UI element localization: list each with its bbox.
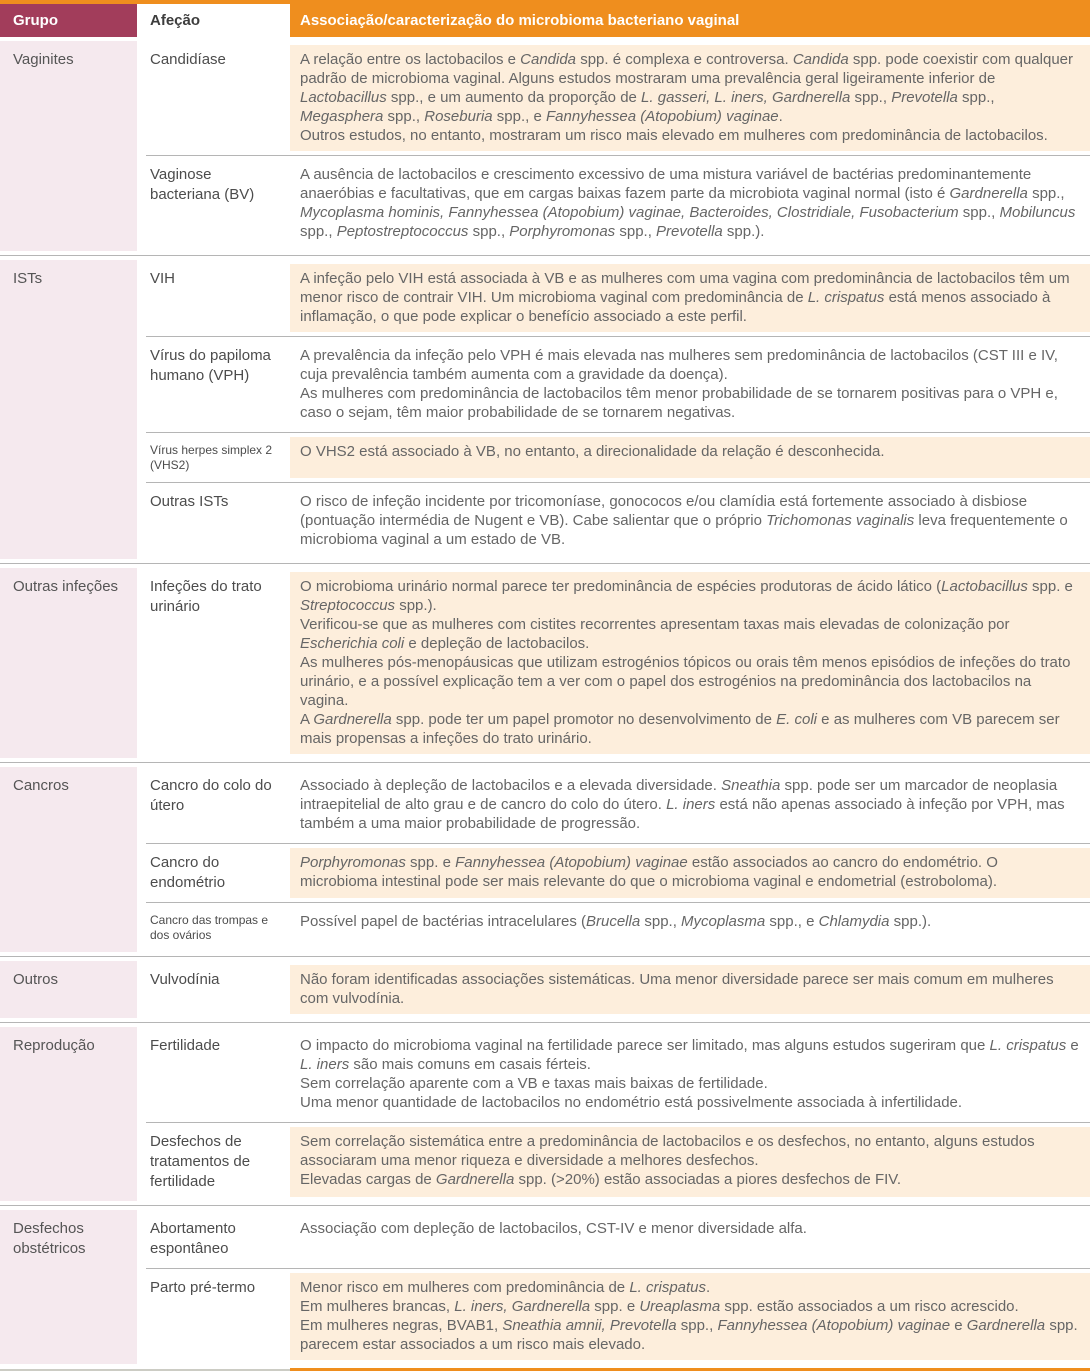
column-gap bbox=[281, 41, 290, 155]
table-body bbox=[0, 37, 1090, 1368]
table-row bbox=[146, 767, 1090, 843]
condition-cell: Outras ISTs bbox=[150, 493, 229, 510]
group-block bbox=[0, 255, 1090, 563]
column-gap bbox=[281, 433, 290, 482]
table-row bbox=[146, 336, 1090, 432]
group-block bbox=[0, 1205, 1090, 1368]
column-header-associacao: Associação/caracterização do microbioma bacteriano vaginal bbox=[290, 4, 1090, 37]
description-cell: A infeção pelo VIH está associada à VB e as mulheres com uma vagina com predominância de lactobacilos têm um menor risco de contrair VIH. Um microbioma vaginal com predominância de L. crispatus está menos associado à inflamação, o que pode explicar o benefício associado a este perfil. bbox=[290, 264, 1090, 332]
group-rows bbox=[146, 41, 1090, 251]
column-gap bbox=[281, 1027, 290, 1122]
condition-cell: Vulvodínia bbox=[150, 971, 220, 988]
group-rows bbox=[146, 1210, 1090, 1364]
table-row bbox=[146, 902, 1090, 952]
group-label: ISTs bbox=[0, 260, 137, 559]
header-gap bbox=[281, 4, 290, 37]
description-cell: A relação entre os lactobacilos e Candida spp. é complexa e controversa. Candida spp. pode coexistir com qualquer padrão de microbioma vaginal. Alguns estudos mostraram uma prevalência geral ligeiramente inferior de Lactobacillus spp., e um aumento da proporção de L. gasseri, L. iners, Gardnerella spp., Prevotella spp., Megasphera spp., Roseburia spp., e Fannyhessea (Atopobium) vaginae. Outros estudos, no entanto, mostraram um risco mais elevado em mulheres com predominância de lactobacilos. bbox=[290, 45, 1090, 151]
group-label: Vaginites bbox=[0, 41, 137, 251]
condition-cell: Fertilidade bbox=[150, 1037, 221, 1054]
column-gap bbox=[281, 903, 290, 952]
condition-cell: Candidíase bbox=[150, 51, 226, 68]
column-gap bbox=[281, 767, 290, 843]
table-row bbox=[146, 961, 1090, 1018]
table-row bbox=[146, 432, 1090, 482]
description-cell: O risco de infeção incidente por tricomoníase, gonococos e/ou clamídia está fortemente associado à disbiose (pontuação intermédia de Nugent e VB). Cabe salientar que o próprio Trichomonas vaginalis leva frequentemente o microbioma vaginal a um estado de VB. bbox=[290, 487, 1090, 555]
group-label: Desfechos obstétricos bbox=[0, 1210, 137, 1364]
condition-cell: Abortamento espontâneo bbox=[150, 1220, 236, 1257]
table-row bbox=[146, 260, 1090, 336]
condition-cell: Cancro das trompas e dos ovários bbox=[150, 913, 269, 942]
group-block bbox=[0, 956, 1090, 1022]
group-block bbox=[0, 762, 1090, 956]
description-cell: Associado à depleção de lactobacilos e a elevada diversidade. Sneathia spp. pode ser um marcador de neoplasia intraepitelial de alto grau e de cancro do colo do útero. L. iners está não apenas associado à infeção por VPH, mas também a uma maior probabilidade de progressão. bbox=[290, 771, 1090, 839]
header-gap bbox=[137, 4, 146, 37]
column-gap bbox=[281, 260, 290, 336]
table-row bbox=[146, 843, 1090, 902]
table-row bbox=[146, 1122, 1090, 1201]
description-cell: O microbioma urinário normal parece ter predominância de espécies produtoras de ácido lático (Lactobacillus spp. e Streptococcus spp.). Verificou-se que as mulheres com cistites recorrentes apresentam taxas mais elevadas de colonização por Escherichia coli e depleção de lactobacilos. As mulheres pós-menopáusicas que utilizam estrogénios tópicos ou orais têm menos episódios de infeções do trato urinário, e a possível explicação tem a ver com o papel dos estrogénios na predominância dos lactobacilos na vagina. A Gardnerella spp. pode ter um papel promotor no desenvolvimento de E. coli e as mulheres com VB parecem ser mais propensas a infeções do trato urinário. bbox=[290, 572, 1090, 754]
table-row bbox=[146, 1268, 1090, 1364]
column-gap bbox=[281, 483, 290, 559]
condition-cell: Parto pré-termo bbox=[150, 1279, 256, 1296]
condition-cell: Vírus do papiloma humano (VPH) bbox=[150, 347, 271, 384]
description-cell: Não foram identificadas associações sistemáticas. Uma menor diversidade parece ser mais comum em mulheres com vulvodínia. bbox=[290, 965, 1090, 1014]
condition-cell: Cancro do colo do útero bbox=[150, 777, 272, 814]
group-block bbox=[0, 1022, 1090, 1205]
group-label: Outros bbox=[0, 961, 137, 1018]
table-row bbox=[146, 41, 1090, 155]
group-label: Outras infeções bbox=[0, 568, 137, 758]
table-header-row bbox=[0, 4, 1090, 37]
description-cell: A prevalência da infeção pelo VPH é mais elevada nas mulheres sem predominância de lactobacilos (CST III e IV, cuja prevalência também aumenta com a gravidade da doença). As mulheres com predominância de lactobacilos têm menor probabilidade de se tornarem positivas para o VPH e, caso o sejam, têm maior probabilidade de se tornarem negativas. bbox=[290, 341, 1090, 428]
group-rows bbox=[146, 1027, 1090, 1201]
description-cell: Porphyromonas spp. e Fannyhessea (Atopobium) vaginae estão associados ao cancro do endométrio. O microbioma intestinal pode ser mais relevante do que o microbioma vaginal e endometrial (estroboloma). bbox=[290, 848, 1090, 898]
description-cell: Associação com depleção de lactobacilos, CST-IV e menor diversidade alfa. bbox=[290, 1214, 1090, 1264]
group-label: Cancros bbox=[0, 767, 137, 952]
table-row bbox=[146, 1027, 1090, 1122]
description-cell: O impacto do microbioma vaginal na fertilidade parece ser limitado, mas alguns estudos sugeriram que L. crispatus e L. iners são mais comuns em casais férteis. Sem correlação aparente com a VB e taxas mais baixas de fertilidade. Uma menor quantidade de lactobacilos no endométrio está possivelmente associada à infertilidade. bbox=[290, 1031, 1090, 1118]
table-row bbox=[146, 155, 1090, 251]
column-gap bbox=[281, 568, 290, 758]
condition-cell: Cancro do endométrio bbox=[150, 854, 226, 891]
group-rows bbox=[146, 568, 1090, 758]
table-row bbox=[146, 568, 1090, 758]
description-cell: O VHS2 está associado à VB, no entanto, a direcionalidade da relação é desconhecida. bbox=[290, 437, 1090, 478]
condition-cell: Vaginose bacteriana (BV) bbox=[150, 166, 255, 203]
condition-cell: VIH bbox=[150, 270, 176, 287]
column-gap bbox=[281, 961, 290, 1018]
group-label: Reprodução bbox=[0, 1027, 137, 1201]
column-gap bbox=[281, 337, 290, 432]
group-block bbox=[0, 563, 1090, 762]
description-cell: A ausência de lactobacilos e crescimento excessivo de uma mistura variável de bactérias predominantemente anaeróbias e facultativas, que em cargas baixas fazem parte da microbiota vaginal normal (isto é Gardnerella spp., Mycoplasma hominis, Fannyhessea (Atopobium) vaginae, Bacteroides, Clostridiale, Fusobacterium spp., Mobiluncus spp., Peptostreptococcus spp., Porphyromonas spp., Prevotella spp.). bbox=[290, 160, 1090, 247]
table-row bbox=[146, 1210, 1090, 1268]
column-header-afecao: Afeção bbox=[146, 4, 281, 37]
column-gap bbox=[281, 1123, 290, 1201]
condition-cell: Vírus herpes simplex 2 (VHS2) bbox=[150, 443, 273, 472]
column-gap bbox=[281, 156, 290, 251]
description-cell: Menor risco em mulheres com predominância de L. crispatus. Em mulheres brancas, L. iners, Gardnerella spp. e Ureaplasma spp. estão associados a um risco acrescido. Em mulheres negras, BVAB1, Sneathia amnii, Prevotella spp., Fannyhessea (Atopobium) vaginae e Gardnerella spp. parecem estar associados a um risco mais elevado. bbox=[290, 1273, 1090, 1360]
group-rows bbox=[146, 260, 1090, 559]
column-gap bbox=[281, 1210, 290, 1268]
column-gap bbox=[281, 844, 290, 902]
group-rows bbox=[146, 767, 1090, 952]
column-gap bbox=[281, 1269, 290, 1364]
description-cell: Sem correlação sistemática entre a predominância de lactobacilos e os desfechos, no entanto, alguns estudos associaram uma menor riqueza e diversidade a melhores desfechos. Elevadas cargas de Gardnerella spp. (>20%) estão associadas a piores desfechos de FIV. bbox=[290, 1127, 1090, 1197]
condition-cell: Infeções do trato urinário bbox=[150, 578, 262, 615]
condition-cell: Desfechos de tratamentos de fertilidade bbox=[150, 1133, 251, 1190]
table-row bbox=[146, 482, 1090, 559]
column-header-grupo: Grupo bbox=[0, 4, 137, 37]
description-cell: Possível papel de bactérias intracelulares (Brucella spp., Mycoplasma spp., e Chlamydia spp.). bbox=[290, 907, 1090, 948]
group-rows bbox=[146, 961, 1090, 1018]
group-block bbox=[0, 37, 1090, 255]
